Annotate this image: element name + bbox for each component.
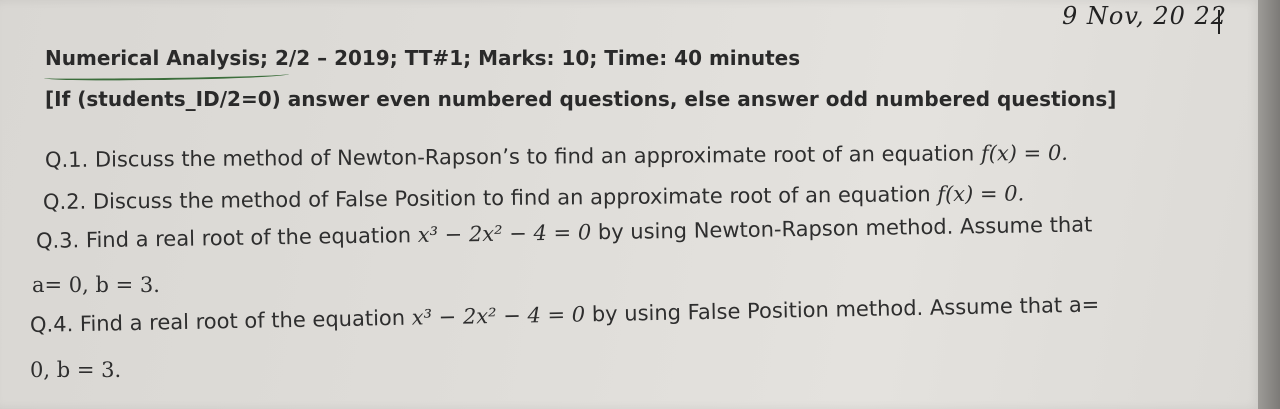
question-3-suffix: by using Newton-Rapson method. Assume that: [597, 212, 1093, 245]
question-3-equation: x³ − 2x² − 4 = 0: [417, 220, 592, 248]
question-2: [43, 181, 1024, 214]
question-1: [45, 141, 1068, 172]
question-4-assumption: 0, b = 3.: [30, 358, 122, 382]
handwritten-bracket-mark: [1210, 10, 1220, 34]
exam-instructions: [If (students_ID/2=0) answer even numbered questions, else answer odd numbered questions]: [45, 87, 1117, 111]
question-3: [36, 212, 1093, 253]
background-edge: [1258, 0, 1280, 409]
question-4-continuation: [30, 358, 121, 382]
exam-header-title: Numerical Analysis; 2/2 – 2019; TT#1; Marks: 10; Time: 40 minutes: [45, 46, 801, 70]
question-1-text: Q.1. Discuss the method of Newton-Rapson’s to find an approximate root of an equation: [44, 141, 975, 172]
handwritten-date: 9 Nov, 20 22: [1062, 2, 1228, 30]
question-3-prefix: Q.3. Find a real root of the equation: [35, 223, 412, 253]
question-4: [30, 292, 1100, 337]
question-4-prefix: Q.4. Find a real root of the equation: [29, 305, 406, 337]
question-1-equation: f(x) = 0.: [980, 140, 1069, 166]
question-4-equation: x³ − 2x² − 4 = 0: [411, 302, 586, 330]
question-4-suffix: by using False Position method. Assume that a=: [591, 292, 1100, 327]
question-3-assumption: a= 0, b = 3.: [32, 273, 160, 297]
question-3-continuation: [32, 273, 160, 297]
question-2-text: Q.2. Discuss the method of False Position to find an approximate root of an equation: [42, 182, 931, 214]
handwritten-underline-mark: [44, 71, 289, 82]
question-2-equation: f(x) = 0.: [937, 181, 1025, 207]
